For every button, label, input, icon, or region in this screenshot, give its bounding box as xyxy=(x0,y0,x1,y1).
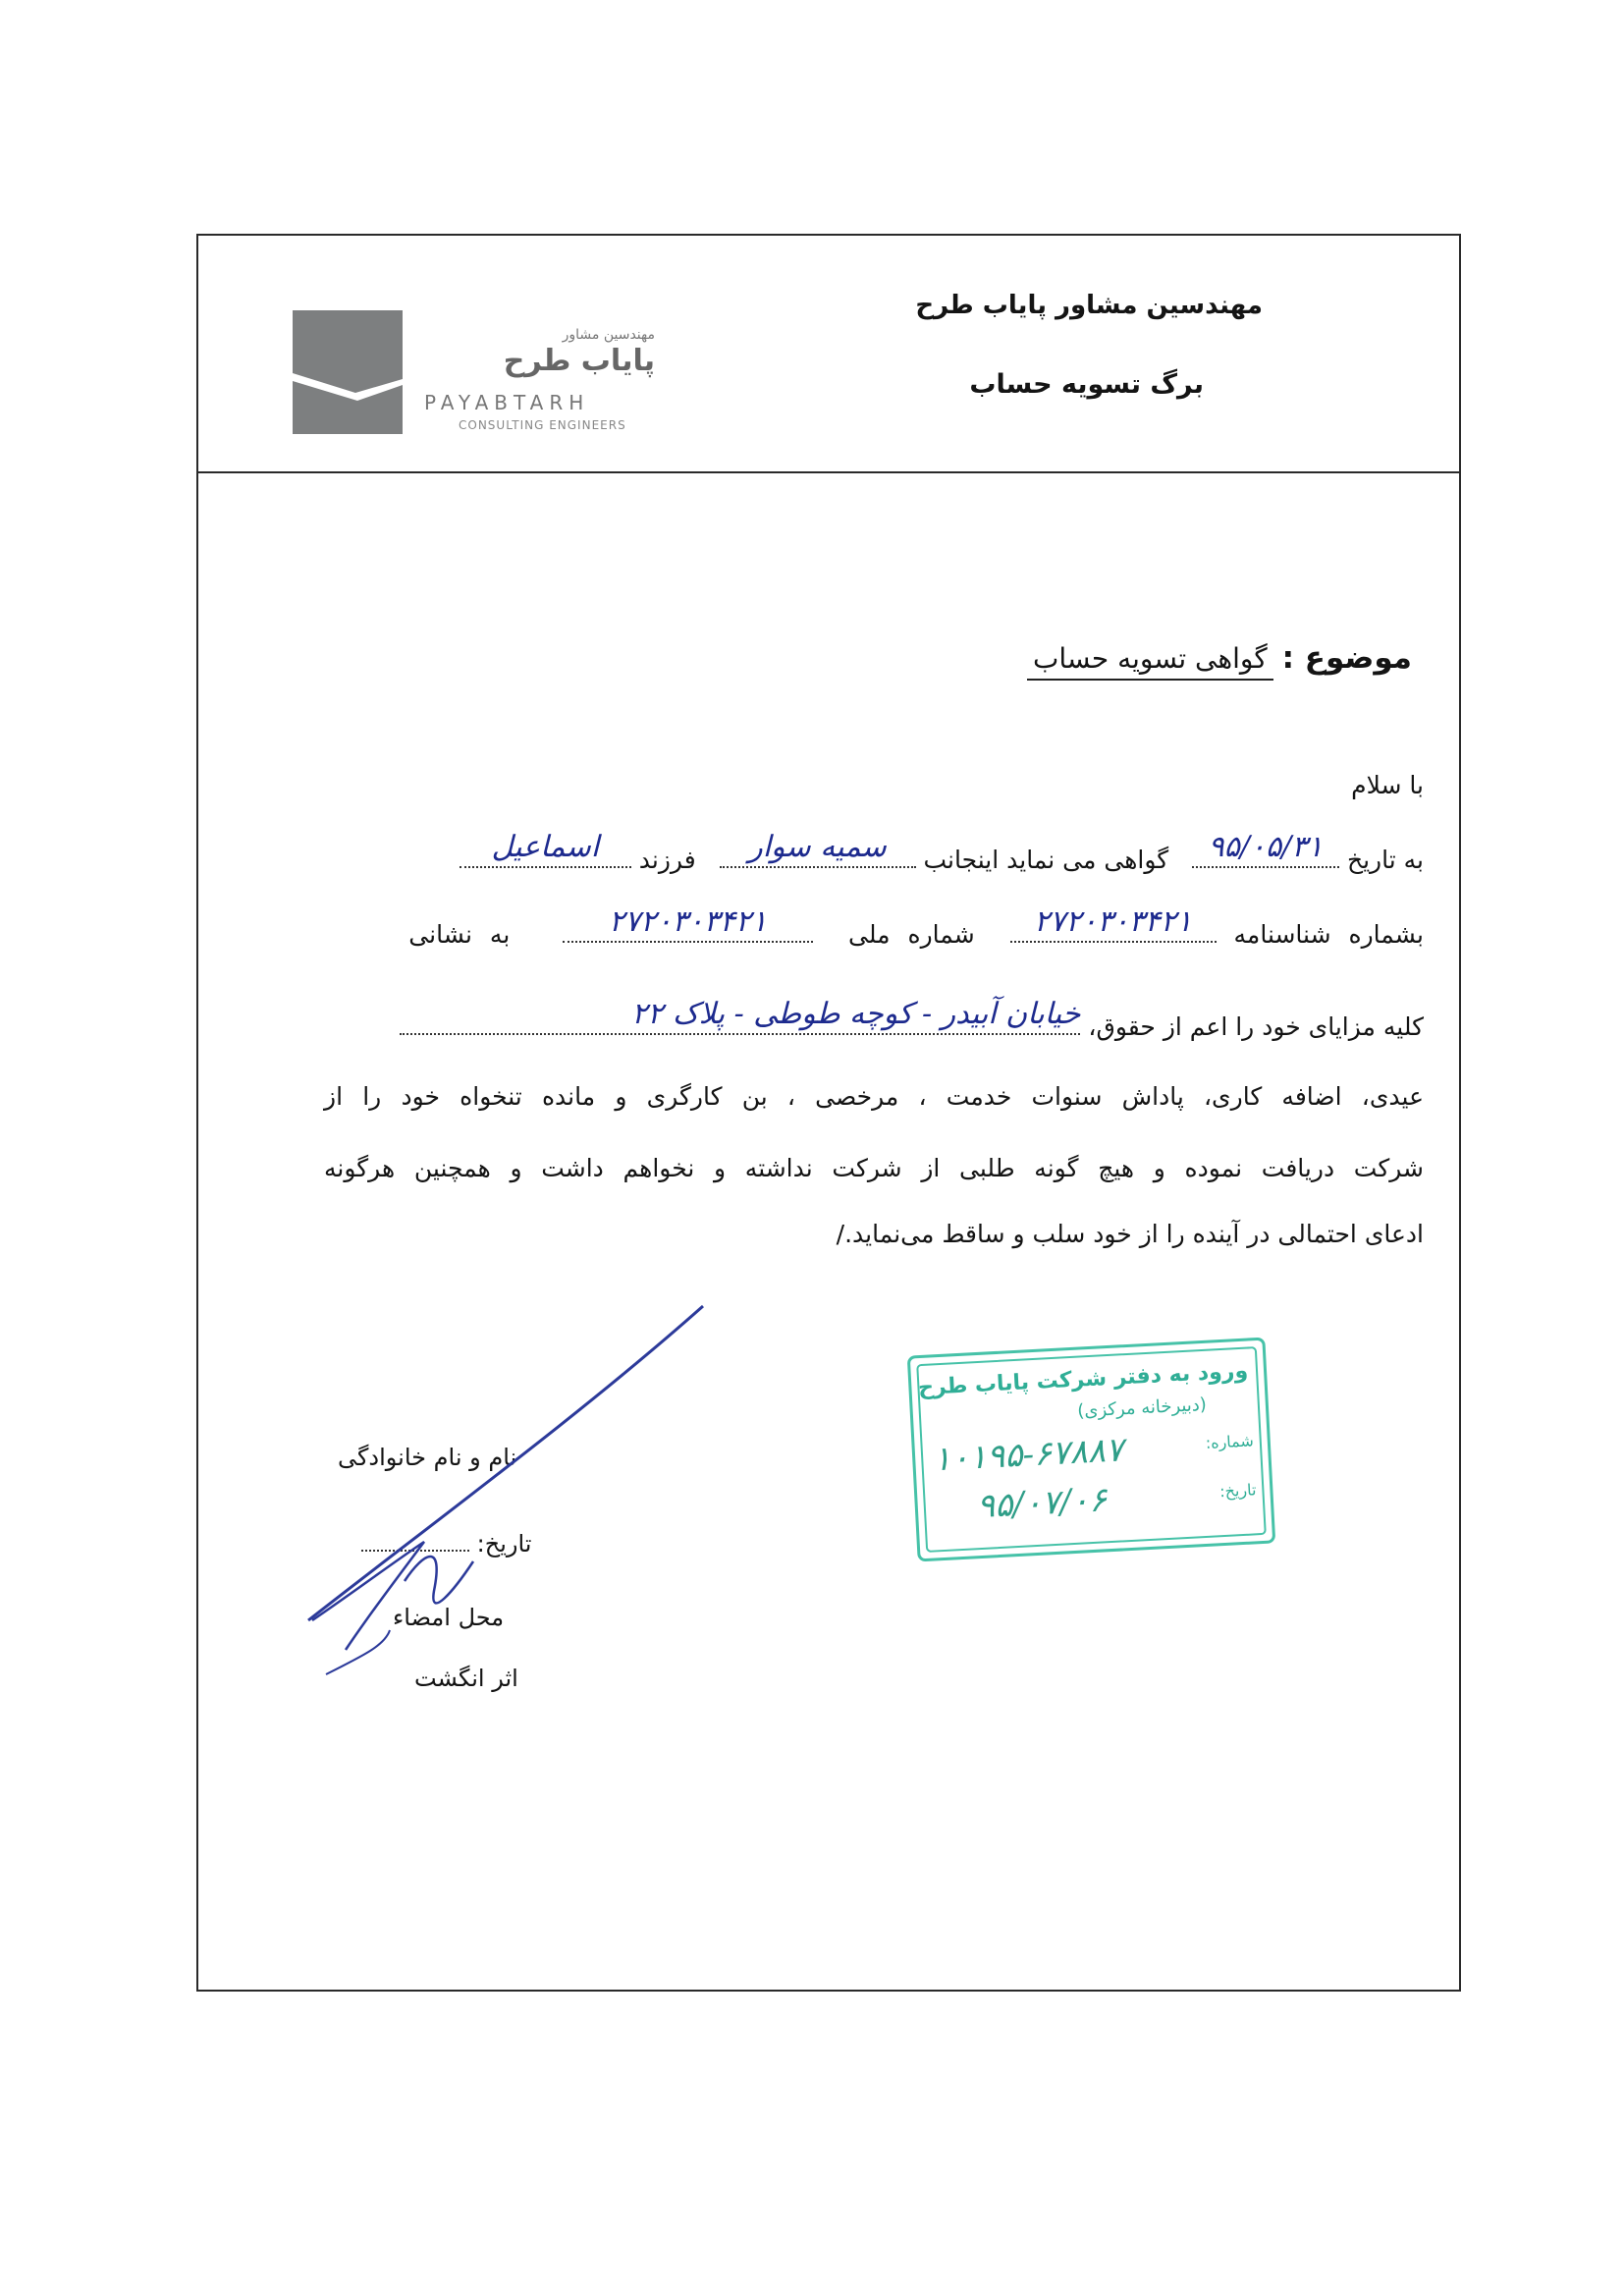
father-blank xyxy=(460,830,631,868)
handwritten-father: اسماعیل xyxy=(491,830,600,864)
child-of-label: فرزند xyxy=(638,846,696,874)
handwritten-name: سمیه سوار xyxy=(748,830,887,864)
handwritten-id: ۲۷۲۰۳۰۳۴۲۱ xyxy=(1034,904,1193,939)
form-frame xyxy=(196,234,1461,1992)
stamp-date-value: ۹۵/۰۷/۰۶ xyxy=(975,1480,1109,1527)
name-label: نام و نام خانوادگی xyxy=(338,1444,517,1471)
id-blank xyxy=(1010,904,1217,943)
stamp-title: ورود به دفتر شرکت پایاب طرح xyxy=(917,1358,1249,1401)
address-label: به نشانی xyxy=(408,920,511,949)
logo-fa-small: مهندسین مشاور xyxy=(562,327,655,343)
body-line-5: عیدی، اضافه کاری، پاداش سنوات خدمت ، مرخصی ، بن کارگری و مانده تنخواه خود را از xyxy=(324,1082,1424,1111)
stamp-subtitle: (دبیرخانه مرکزی) xyxy=(1076,1394,1208,1422)
header-divider xyxy=(198,471,1459,473)
sign-place-label: محل امضاء xyxy=(393,1604,505,1631)
body-line-6: شرکت دریافت نموده و هیچ گونه طلبی از شرکت نداشته و نخواهم داشت و همچنین هرگونه xyxy=(324,1154,1424,1182)
body-line-1 xyxy=(324,830,1424,874)
registry-stamp xyxy=(907,1338,1275,1562)
subject-label: موضوع : xyxy=(1281,640,1412,676)
body-line-2 xyxy=(324,904,1424,949)
date-prefix: به تاریخ xyxy=(1346,846,1424,874)
name-blank xyxy=(720,830,916,868)
national-label: شماره ملی xyxy=(848,920,975,949)
subject-line xyxy=(1027,640,1412,681)
benefits-text: کلیه مزایای خود را اعم از حقوق، xyxy=(1088,1012,1424,1041)
date-blank xyxy=(1192,830,1339,868)
logo-en-name: PAYABTARH xyxy=(424,391,590,414)
handwritten-national: ۲۷۲۰۳۰۳۴۲۱ xyxy=(609,904,768,939)
stamp-number-value: ۱۰۱۹۵-۶۷۸۸۷ xyxy=(932,1430,1125,1480)
handwritten-date: ۹۵/۰۵/۳۱ xyxy=(1208,830,1324,864)
address-blank xyxy=(400,997,1081,1035)
logo-fa-name: پایاب طرح xyxy=(503,344,655,378)
subject-value: گواهی تسویه حساب xyxy=(1027,642,1273,681)
greeting: با سلام xyxy=(1351,771,1424,799)
certify-text: گواهی می نماید اینجانب xyxy=(923,846,1169,874)
logo-en-sub: CONSULTING ENGINEERS xyxy=(459,418,626,432)
stamp-date-label: تاریخ: xyxy=(1218,1480,1257,1502)
body-line-7: ادعای احتمالی در آینده را از خود سلب و ساقط می‌نماید./ xyxy=(836,1220,1424,1248)
company-logo xyxy=(293,310,403,434)
body-line-3 xyxy=(324,997,1424,1041)
fingerprint-label: اثر انگشت xyxy=(414,1665,518,1692)
sig-date-label: تاریخ: xyxy=(476,1530,532,1558)
form-title: برگ تسویه حساب xyxy=(969,369,1204,400)
stamp-number-label: شماره: xyxy=(1205,1431,1255,1452)
handwritten-signature xyxy=(287,1296,709,1679)
company-name: مهندسین مشاور پایاب طرح xyxy=(915,291,1263,320)
national-blank xyxy=(563,904,813,943)
handwritten-address: خیابان آبیدر - کوچه طوطی - پلاک ۲۲ xyxy=(631,997,1081,1031)
id-label: بشماره شناسنامه xyxy=(1233,920,1424,949)
